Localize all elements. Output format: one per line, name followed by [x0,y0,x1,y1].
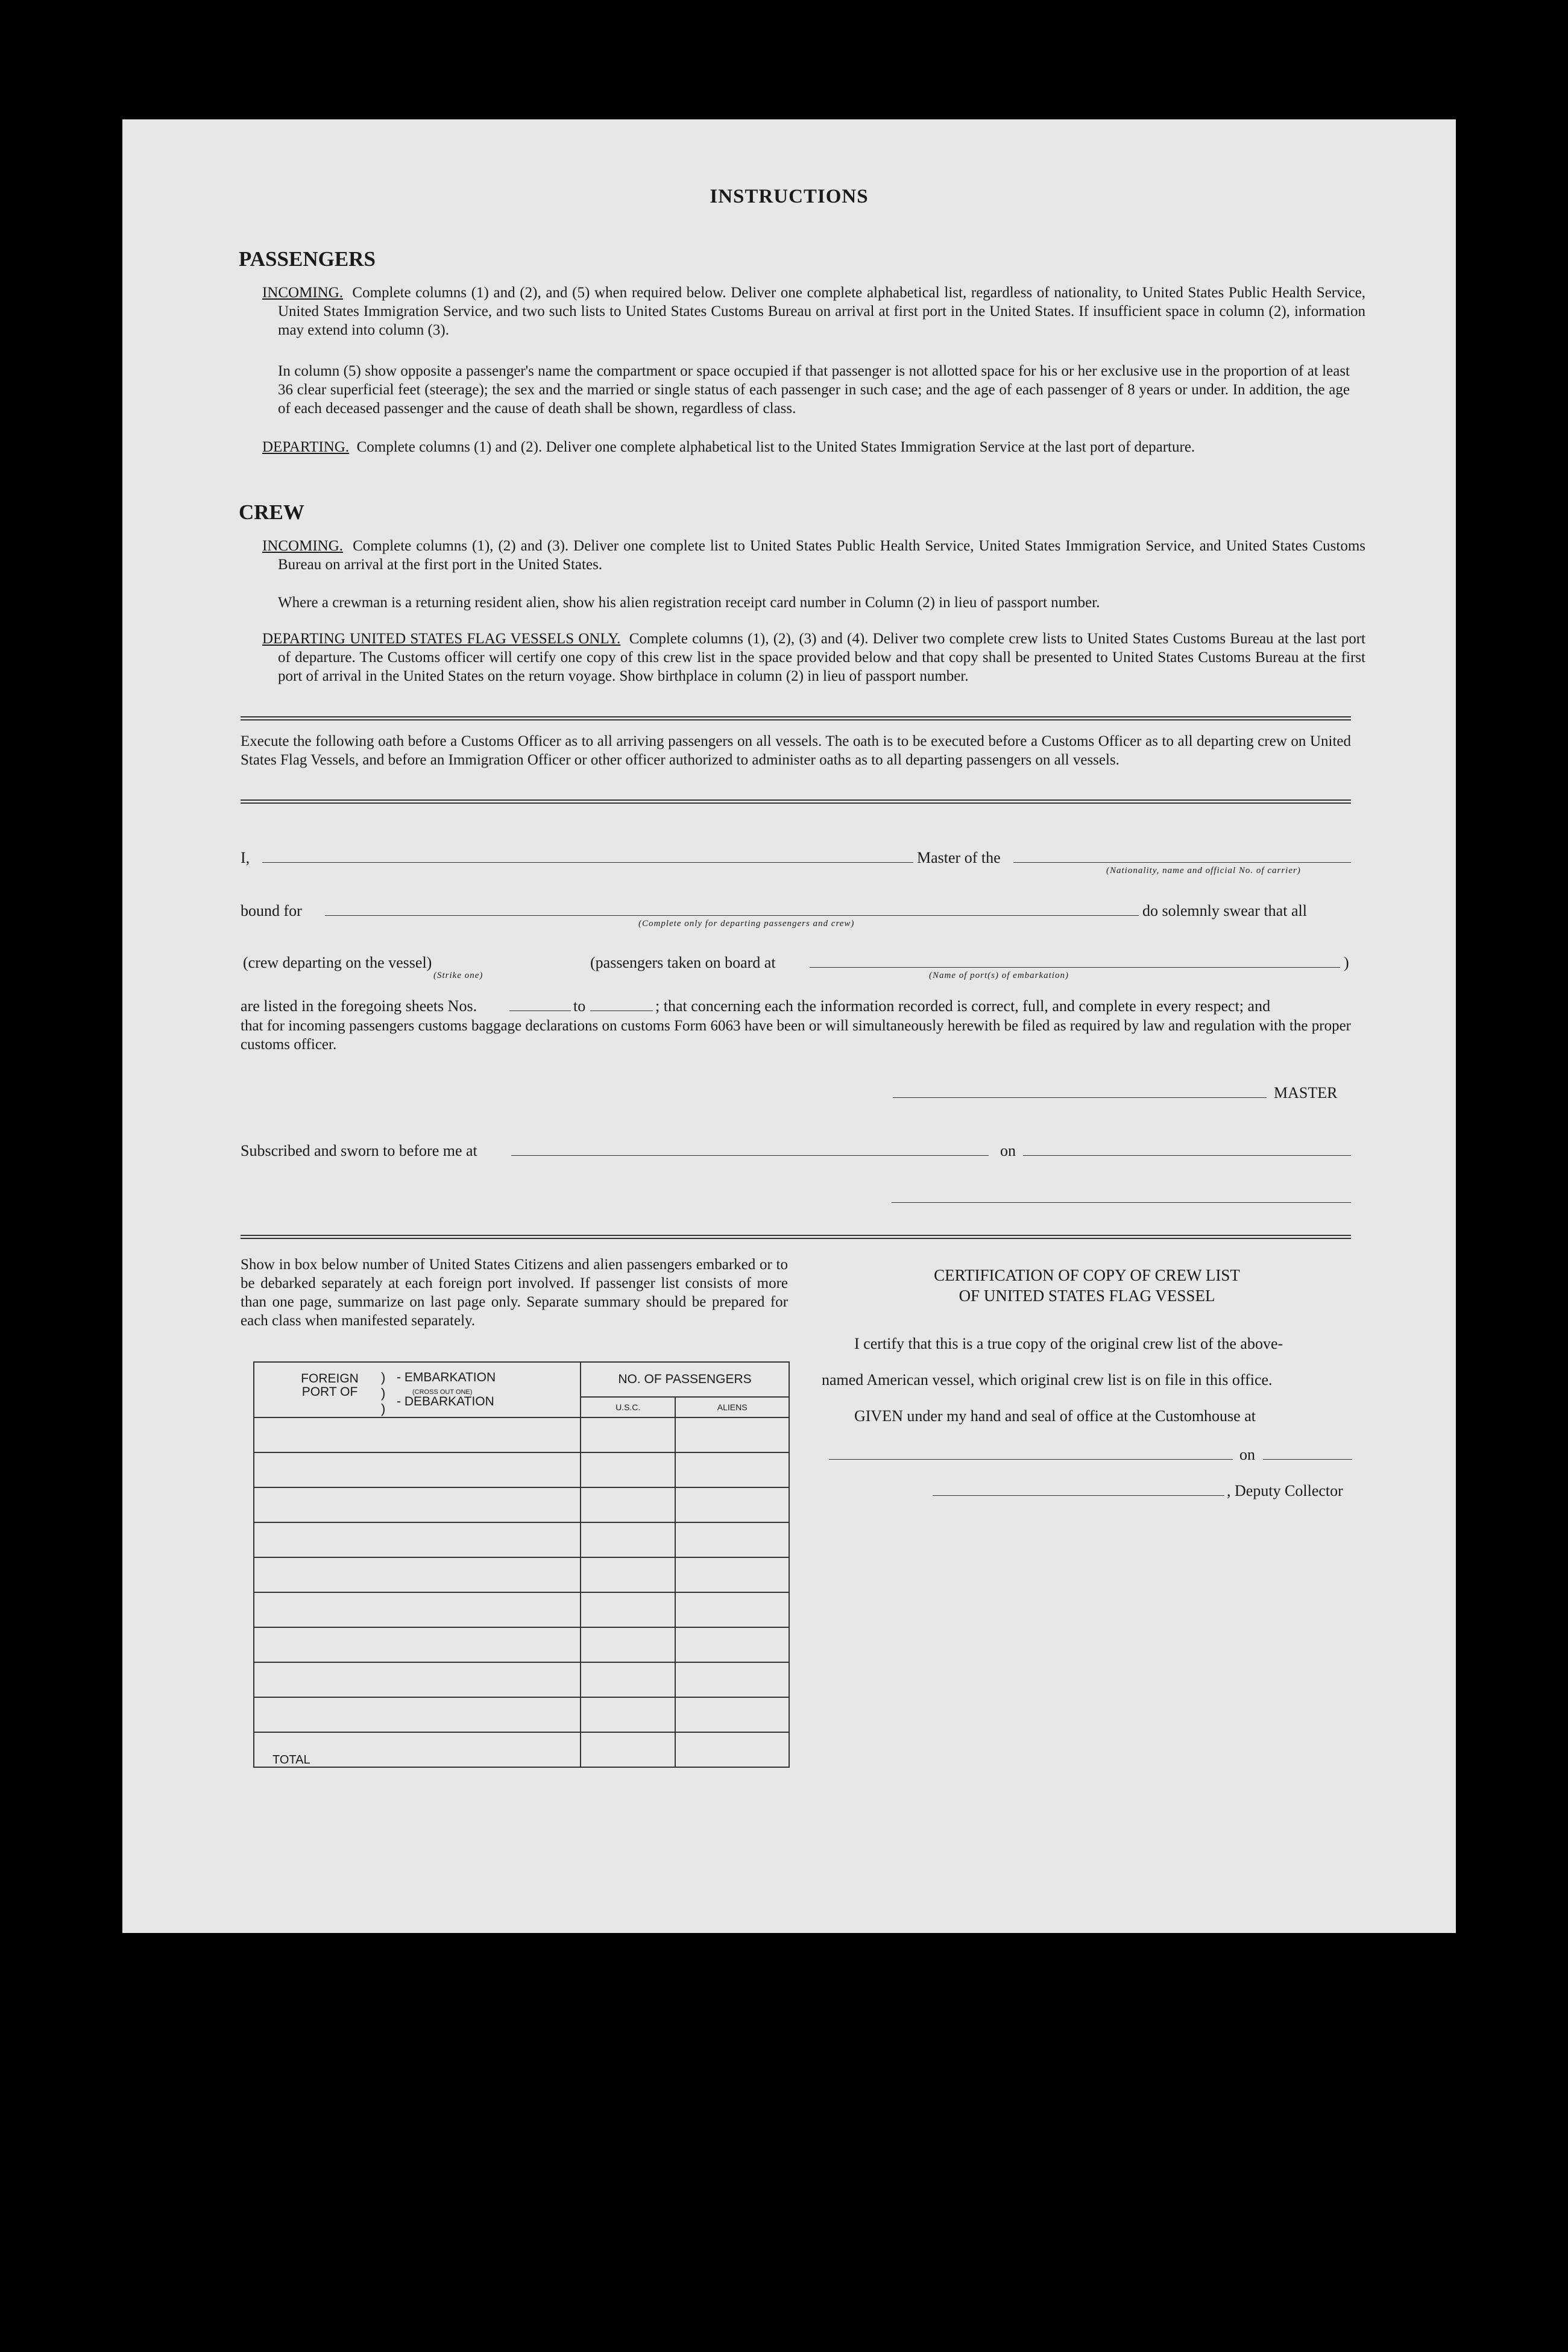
master-signature-field[interactable] [893,1097,1267,1098]
usc-cell[interactable] [581,1487,675,1522]
strike-one-caption: (Strike one) [433,971,483,980]
table-row [254,1662,789,1697]
passengers-taken-option[interactable]: (passengers taken on board at [590,954,776,971]
oath-i-label: I, [241,849,250,866]
crew-departing-option[interactable]: (crew departing on the vessel) [243,954,432,971]
master-of-the-label: Master of the [917,849,1001,866]
table-row [254,1487,789,1522]
passengers-incoming-paragraph [262,283,1365,339]
port-cell[interactable] [254,1662,581,1697]
port-cell[interactable] [254,1522,581,1557]
crew-departing-text: Complete columns (1), (2), (3) and (4). Deliver two complete crew lists to United States Customs Bureau at the last port of departure. The Customs officer will certify one copy of this crew list in the space provided below and that copy shall be presented to United States Customs Bureau at the first port of arrival in the United States on the return voyage. Show birthplace in column (2) in lieu of passport number. [278,631,1365,684]
aliens-total-cell[interactable] [675,1732,789,1767]
close-paren: ) [1344,954,1349,971]
certification-heading-line1: CERTIFICATION OF COPY OF CREW LIST [934,1266,1240,1284]
table-row [254,1452,789,1487]
crew-incoming-label: INCOMING. [262,538,344,554]
table-row [254,1592,789,1627]
crew-heading: CREW [239,500,304,524]
subscribed-label: Subscribed and sworn to before me at [241,1142,477,1159]
foreign-port-of-label: FOREIGN PORT OF [301,1372,359,1399]
aliens-cell[interactable] [675,1417,789,1452]
aliens-cell[interactable] [675,1487,789,1522]
usc-cell[interactable] [581,1697,675,1732]
usc-cell[interactable] [581,1627,675,1662]
carrier-field[interactable] [1013,862,1351,863]
certification-line3: GIVEN under my hand and seal of office at the Customhouse at [854,1407,1256,1425]
complete-only-caption: (Complete only for departing passengers and crew) [638,919,855,929]
embarkation-port-field[interactable] [810,967,1340,968]
crew-resident-paragraph: Where a crewman is a returning resident alien, show his alien registration receipt card number in Column (2) in lieu of passport number. [278,594,1100,611]
debarkation-label: - DEBARKATION [397,1395,494,1408]
aliens-cell[interactable] [675,1627,789,1662]
sheet-to-field[interactable] [590,1010,653,1011]
summary-instructions: Show in box below number of United States Citizens and alien passengers embarked or to be debarked separately at each foreign port involved. If passenger list consists of more than one page, summarize on last page only. Separate summary should be prepared for each class when manifested separately. [241,1256,788,1329]
usc-total-cell[interactable] [581,1732,675,1767]
embarkation-label: - EMBARKATION [397,1370,496,1384]
aliens-cell[interactable] [675,1592,789,1627]
passenger-summary-table [253,1361,790,1768]
divider [241,799,1351,804]
port-cell[interactable] [254,1487,581,1522]
port-cell[interactable] [254,1417,581,1452]
on-label: on [1000,1142,1016,1159]
instructions-title: INSTRUCTIONS [710,186,869,207]
usc-cell[interactable] [581,1522,675,1557]
sworn-place-field[interactable] [511,1155,989,1156]
passengers-incoming-text: Complete columns (1) and (2), and (5) when required below. Deliver one complete alphabetical list, regardless of nationality, to United States Public Health Service, United States Immigration Service, and two such lists to United States Customs Bureau on arrival at first port in the United States. If insufficient space in column (2), information may extend into column (3). [278,285,1366,338]
total-label: TOTAL [254,1732,581,1767]
oath-instructions: Execute the following oath before a Customs Officer as to all arriving passengers on all vessels. The oath is to be executed before a Customs Officer as to all departing crew on United States Flag Vessels, and before an Immigration Officer or other officer authorized to administer oaths as to all departing passengers on all vessels. [241,733,1351,768]
passengers-incoming-label: INCOMING. [262,285,344,301]
aliens-cell[interactable] [675,1662,789,1697]
divider [241,1235,1351,1239]
certification-line1: I certify that this is a true copy of the original crew list of the above- [854,1335,1283,1352]
table-row [254,1417,789,1452]
passengers-departing-paragraph [262,438,1365,456]
aliens-header: ALIENS [675,1397,789,1417]
sheet-from-field[interactable] [509,1010,571,1011]
foreign-port-header [254,1362,581,1417]
port-cell[interactable] [254,1627,581,1662]
customhouse-field[interactable] [829,1459,1233,1460]
usc-cell[interactable] [581,1452,675,1487]
table-row [254,1557,789,1592]
passengers-departing-label: DEPARTING. [262,439,350,455]
usc-cell[interactable] [581,1417,675,1452]
passengers-departing-text: Complete columns (1) and (2). Deliver one complete alphabetical list to the United States Immigration Service at the last port of departure. [356,439,1195,455]
to-label: to [573,997,586,1015]
port-cell[interactable] [254,1557,581,1592]
passengers-column5-paragraph: In column (5) show opposite a passenger's name the compartment or space occupied if that passenger is not allotted space for his or her exclusive use in the proportion of at least 36 clear superficial feet (steerage); the sex and the married or single status of each passenger in such case; and the age of each passenger of 8 years or under. In addition, the age of each deceased passenger and the cause of death shall be shown, regardless of class. [278,363,1350,417]
deputy-collector-label: , Deputy Collector [1227,1482,1343,1499]
nationality-caption: (Nationality, name and official No. of carrier) [1106,866,1301,875]
certification-line2: named American vessel, which original crew list is on file in this office. [822,1371,1273,1389]
aliens-cell[interactable] [675,1522,789,1557]
table-row [254,1697,789,1732]
brace: ) ) ) [381,1370,386,1416]
total-row [254,1732,789,1767]
passengers-heading: PASSENGERS [239,247,376,271]
bound-for-label: bound for [241,902,302,919]
sworn-date-field[interactable] [1023,1155,1351,1156]
usc-header: U.S.C. [581,1397,675,1417]
certification-heading [822,1265,1352,1306]
crew-incoming-text: Complete columns (1), (2) and (3). Deliver one complete list to United States Public Health Service, United States Immigration Service, and United States Customs Bureau on arrival at the first port in the United States. [278,538,1366,573]
master-name-field[interactable] [262,862,913,863]
aliens-cell[interactable] [675,1697,789,1732]
usc-cell[interactable] [581,1592,675,1627]
crew-departing-label: DEPARTING UNITED STATES FLAG VESSELS ONLY. [262,631,621,647]
no-of-passengers-header: NO. OF PASSENGERS [581,1362,789,1397]
form-page [122,119,1456,1933]
table-row [254,1627,789,1662]
certification-heading-line2: OF UNITED STATES FLAG VESSEL [959,1287,1215,1305]
cross-out-label: (CROSS OUT ONE) [412,1389,473,1396]
certification-on-label: on [1239,1446,1255,1463]
port-cell[interactable] [254,1697,581,1732]
divider [241,716,1351,720]
solemnly-swear-label: do solemnly swear that all [1142,902,1307,919]
destination-field[interactable] [325,915,1139,916]
officer-signature-field[interactable] [892,1202,1351,1203]
port-cell[interactable] [254,1452,581,1487]
deputy-signature-field[interactable] [933,1495,1224,1496]
baggage-declaration-text: that for incoming passengers customs baggage declarations on customs Form 6063 have been or will simultaneously herewith be filed as required by law and regulation with the proper customs officer. [241,1018,1351,1053]
crew-incoming-paragraph [262,537,1365,574]
certification-date-field[interactable] [1263,1459,1352,1460]
listed-in-label: are listed in the foregoing sheets Nos. [241,997,477,1015]
usc-cell[interactable] [581,1662,675,1697]
aliens-cell[interactable] [675,1452,789,1487]
table-row [254,1522,789,1557]
listed-rest-text: ; that concerning each the information recorded is correct, full, and complete in every respect; and [655,997,1271,1015]
usc-cell[interactable] [581,1557,675,1592]
port-cell[interactable] [254,1592,581,1627]
crew-departing-paragraph [262,629,1365,686]
master-label: MASTER [1274,1084,1338,1102]
aliens-cell[interactable] [675,1557,789,1592]
port-caption: (Name of port(s) of embarkation) [929,971,1069,980]
